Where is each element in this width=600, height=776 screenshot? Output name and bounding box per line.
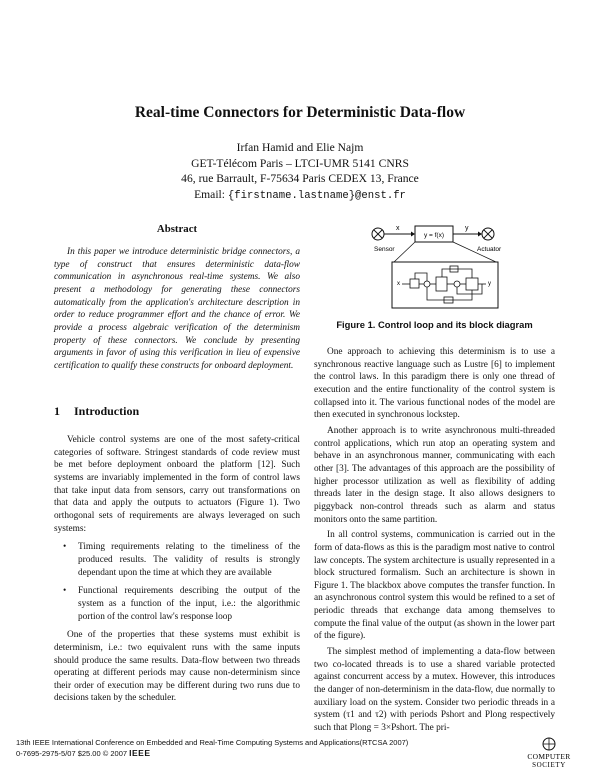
right-paragraph-1: One approach to achieving this determinism is to use a synchronous reactive language such as Lustre [6] to implement the control laws. In this paradigm there is only one thread of execution and the entire functionality of the control system is collapsed into it. The various functional nodes of the model are then executed in synchronous lockstep.: [314, 347, 555, 421]
copyright-line: 0-7695-2975-5/07 $25.00 © 2007 IEEE: [16, 748, 151, 758]
inner-y-label: y: [488, 281, 491, 287]
abstract-text: In this paper we introduce deterministic bridge connectors, a type of construct that ensures deterministic data-flow communication in asynchronous real-time systems. We also present a methodology for generating these connectors automatically from the application's architecture description in order to reduce programmer effort and the chance of error. We provide a process algebraic verification of the determinism property of these connectors. We conclude by presenting arguments in favor of using this verification in lieu of expensive certification to qualify these constructs for onboard deployment.: [54, 247, 300, 371]
right-column-body: [314, 346, 555, 735]
email-address: {firstname.lastname}@enst.fr: [227, 189, 406, 202]
y-label: y: [465, 225, 469, 232]
block-diagram: [402, 266, 486, 303]
email-label: Email:: [194, 187, 225, 201]
actuator-label: Actuator: [477, 246, 502, 253]
intro-body: [54, 434, 300, 705]
section-heading: [54, 404, 139, 419]
author-block: [0, 140, 600, 204]
computer-society-icon: [518, 736, 580, 770]
x-label: x: [396, 225, 400, 232]
intro-paragraph-2: One of the properties that these systems must exhibit is determinism, i.e.: two equivalent runs with the same inputs should produce the same results. Data-flow between two threads operating at different periods may cause non-determinism since their order of execution may be different during two runs due to decisions taken by the scheduler.: [54, 630, 300, 704]
abstract-heading: Abstract: [156, 223, 198, 235]
section-title: Introduction: [74, 404, 140, 418]
transfer-function-label: y = f(x): [423, 232, 445, 239]
logo-line-2: SOCIETY: [532, 761, 566, 769]
intro-paragraph-1: Vehicle control systems are one of the most safety-critical categories of software. Stringest standards of code review must be met before deployment onboard the platform [12]. Such systems are invariably implemented in the form of control laws that take input data from sensors, carry out transformations on that data and apply the outputs to actuators (Figure 1). Two orthogonal sets of requirements are always leveraged on such systems:: [54, 435, 300, 534]
conference-line: 13th IEEE International Conference on Embedded and Real-Time Computing Systems and Applications(RTCSA 2007): [16, 738, 409, 747]
arrowhead-icon: [411, 232, 415, 237]
abstract-body: [54, 246, 300, 373]
ieee-mark: IEEE: [129, 748, 151, 758]
control-loop-figure: [366, 222, 506, 314]
arrowhead-icon: [478, 232, 482, 237]
logo-line-1: COMPUTER: [527, 752, 571, 761]
requirements-list: [54, 541, 300, 623]
expansion-line: [394, 242, 415, 262]
paper-title: Real-time Connectors for Deterministic Data-flow: [134, 104, 466, 121]
section-number: 1: [54, 404, 60, 418]
actuator-icon: [482, 228, 494, 240]
sensor-label: Sensor: [374, 246, 395, 253]
right-paragraph-2: Another approach is to write asynchronous multi-threaded control applications, which run atop an operating system and behave in an asynchronous manner, communicating with each other [3]. The advantages of this approach are the possibility of higher processor utilization as well as flexibility of adding threads later in the design stage. It also allows designers to piggyback non-control threads such as alarm and status monitors onto the same partition.: [314, 425, 555, 525]
right-paragraph-3: In all control systems, communication is carried out in the form of data-flows as this is the paradigm most native to control law concepts. The system architecture is usually represented in a block structured formalism. Such an architecture is shown in Figure 1. The blackbox above computes the transfer function. In an asynchronous control system this would be refined to a set of periodic threads that exchange data among themselves to compute the final value of the output (as shown in the lower part of the figure).: [314, 530, 555, 642]
computer-society-logo: [518, 736, 580, 770]
author-affiliation: GET-Télécom Paris – LTCI-UMR 5141 CNRS: [191, 156, 409, 170]
author-address: 46, rue Barrault, F-75634 Paris CEDEX 13, France: [181, 172, 419, 185]
list-item: • Functional requirements describing the output of the system as a function of the input, i.e.: the algorithmic portion of the control law's response loop: [63, 586, 300, 622]
sensor-icon: [372, 228, 384, 240]
page-footer: [16, 738, 456, 759]
inner-x-label: x: [397, 281, 400, 287]
author-email: [0, 187, 600, 205]
bullet-icon: •: [63, 542, 67, 553]
author-names: Irfan Hamid and Elie Najm: [236, 141, 364, 154]
right-paragraph-4: The simplest method of implementing a data-flow between two co-located threads is to use a shared variable protected against concurrent access by a mutex. However, this introduces the danger of non-determinism in the data-flow, due normally to auxiliary load on the system. Consider two periodic threads in a system (τ1 and τ2) with periods Pshort and Plong respectively such that Plong = 3×Pshort. The pri-: [314, 647, 555, 734]
figure-caption: Figure 1. Control loop and its block diagram: [336, 319, 533, 330]
list-item: • Timing requirements relating to the timeliness of the produced results. The validity of results is strongly dependant upon the time at which they are available: [63, 542, 300, 578]
bullet-icon: •: [63, 586, 67, 597]
